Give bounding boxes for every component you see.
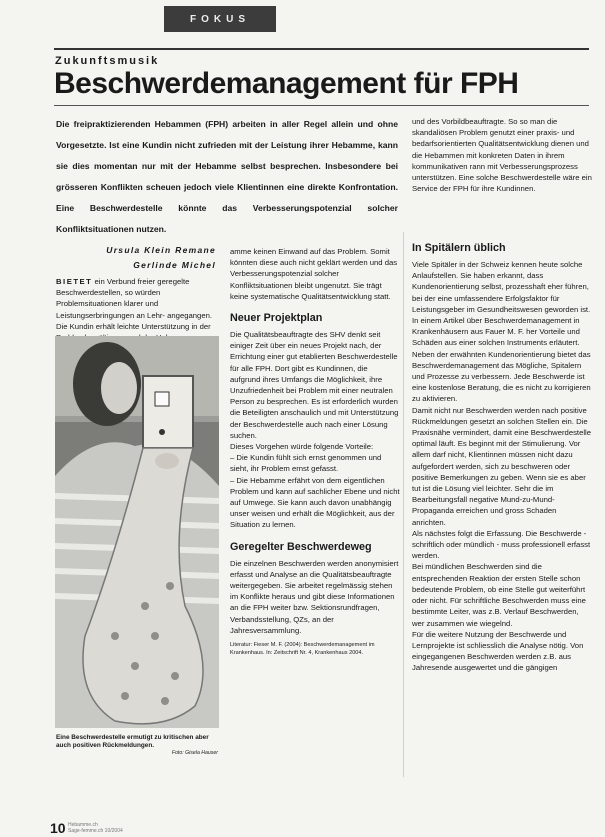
spital-paragraph-4: Bei mündlichen Beschwerden sind die entsprechenden Reaktion der ersten Stelle schon bedeutende Problem, ob eine Stelle gut weiterführt oder nicht. Für schriftliche Beschwerden muss eine bestimmte Leiter, was z.B. Verlauf Beschwerden, wer zusammen wie wiegelnd.: [412, 562, 586, 628]
footer-line-2: Sage-femme.ch 10/2004: [68, 828, 123, 834]
column-divider: [403, 232, 404, 777]
author-1: Ursula Klein Remane: [106, 245, 216, 255]
heading-projektplan: Neuer Projektplan: [230, 312, 323, 325]
column-3: [412, 232, 592, 674]
article-photo: [55, 336, 219, 728]
lead-paragraph: Die freipraktizierenden Hebammen (FPH) arbeiten in aller Regel allein und ohne Vorgesetzte. Ist eine Kundin nicht zufrieden mit der Leistung ihrer Hebamme, kann sie dies momentan nur mit der Hebamme selbst besprechen. Insbesondere bei grösseren Konflikten scheuen jedoch viele Klientinnen eine direkte Konfrontation. Eine Beschwerdestelle könnte das Verbesserungspotenzial solcher Konfliktsituationen nutzen.: [56, 119, 398, 234]
heading-beschwerdeweg: Geregelter Beschwerdeweg: [230, 540, 372, 553]
bullet-2: – Die Hebamme erfährt von dem eigentlichen Problem und kann auf sachlicher Ebene und nicht auf Umwege. Sie kann auch davon unabhängig unser weisen und erhält die Möglichkeit, aus der Situation zu lernen.: [230, 475, 400, 530]
page-number: 10: [50, 820, 66, 836]
weg-paragraph: Die einzelnen Beschwerden werden anonymisiert erfasst und Analyse an die Qualitätsbeauftragte weitergegeben. Sie arbeitet regelmässig stehen im Konflikte heraus und gibt diese Informationen an die FPH weiter bzw. Sektionsrundfragen, Verbandsstellung, QZs, an der Jahresversammlung.: [230, 558, 399, 635]
lead-word: BIETET: [56, 277, 93, 286]
spital-paragraph-2: Damit nicht nur Beschwerden werden nach positive Rückmeldungen gesetzt an solchen Stellen ein. Die Praxisnähe vermindert, damit eine Beschwerdestelle optimal läuft. Es beginnt mit der Stimulierung. Vor allem darf nicht, Klientinnen müssen nicht dazu aufgefordert werden, sich zu beschweren oder positive Bemerkungen zu geben. Wenn sie es aber tut ist die Lösung viel leichter. Sehr die im Bearbeitungsfall negative Mund-zu-Mund-Propaganda erreichen und gross Schaden anrichten.: [412, 405, 592, 527]
heading-spitaeler: In Spitälern üblich: [412, 242, 506, 254]
spital-paragraph-3: Als nächstes folgt die Erfassung. Die Beschwerde - schriftlich oder mündlich - muss professionell erfasst werden.: [412, 528, 591, 561]
column-2-intro: amme keinen Einwand auf das Problem. Somit könnten diese auch nicht geklärt werden und das Verbesserungspotenzial solcher Konfliktsituationen bleibt ungenutzt. Sie trägt keine systematische Qualitätsentwicklung statt.: [230, 247, 398, 301]
author-2: Gerlinde Michel: [133, 260, 216, 270]
photo-credit: Foto: Gisela Hauser: [171, 750, 218, 756]
top-rule: [54, 48, 589, 50]
bullet-1: – Die Kundin fühlt sich ernst genommen und sieht, ihr Problem ernst gefasst.: [230, 453, 382, 474]
literature-note: Literatur: Fieser M. F. (2004): Beschwerdemanagement im Krankenhaus. In: Zeitschrift Nr. 4, Krankenhaus 2004.: [230, 642, 375, 656]
article-title: Beschwerdemanagement für FPH: [54, 67, 519, 100]
footer-publication: [68, 822, 123, 834]
section-tab: [164, 6, 276, 32]
spital-paragraph-5: Für die weitere Nutzung der Beschwerde und Lernprojekte ist schliesslich die Analyse nötig. Von eingegangenen Beschwerden werden z.B. aus Jahresende ausgewertet und die gängigen: [412, 629, 584, 673]
spital-paragraph-1: Viele Spitäler in der Schweiz kennen heute solche Anlaufstellen. Sie haben erkannt, dass Kundenorientierung selbst, prozesshaft eher führen, bei der eine umfassendere Erfolgsfaktor für Leistungsgeber im Gesundheitswesen geworden ist. In einem Artikel über Beschwerdemanagement in Krankenhäusern aus Fauer M. F. her Vorteile und Schäden aus einer solchen Instruments erläutert. Neben der erwähnten Kundenorientierung bietet das Beschwerdemanagement das Mögliche, Spitalern und Prozesse zu verbessern. Jede Beschwerde ist eine kostenlose Beratung, die es nicht zu korrigieren zu aktivieren.: [412, 260, 591, 404]
section-label: FOKUS: [190, 14, 250, 25]
right-column-top-text: und des Vorbildbeauftragte. So so man die skandaliösen Problem genutzt einer praxis- und bedarfsorientierten Qualitätsentwicklung dienen und die Hebammen mit konkreten Daten in ihrem kommunikativen rann mit Verbesserungsprozess unterstützen. Eine solche Beschwerdestelle wäre ein Service der FPH für ihre Kundinnen.: [412, 117, 592, 194]
photo-illustration: [55, 336, 219, 728]
column-2: [230, 246, 400, 657]
kicker: Zukunftsmusik: [55, 55, 160, 67]
title-rule: [54, 105, 589, 106]
photo-caption: Eine Beschwerdestelle ermutigt zu kritischen aber auch positiven Rückmeldungen.: [56, 734, 209, 750]
footer-line-1: Hebamme.ch: [68, 822, 98, 828]
projekt-paragraph: Die Qualitätsbeauftragte des SHV denkt seit einiger Zeit über ein neues Projekt nach, der Errichtung einer gut etablierten Beschwerdestelle für alle FPH. Dort gibt es Kundinnen, die aufgrund ihres Umfangs die Möglichkeit, ihre Unzufriedenheit bei Problem mit einer neutralen Person zu besprechen. Es ist erforderlich wurden die Beteiligten anschaulich und mit Unterstützung der Beschwerdestelle auch nach einer Lösung suchen.: [230, 330, 399, 440]
column-1-text: [56, 276, 216, 343]
column-1-body: ein Verbund freier geregelte Beschwerdestellen, so würden Problemsituationen klarer und Leistungserbringungen an Lehr- angegangen. Die Kundin erhält leichte Unterstützung in der: [56, 277, 213, 331]
vorgehen-paragraph: Dieses Vorgehen würde folgende Vorteile:: [230, 442, 374, 452]
authors: [56, 243, 216, 273]
